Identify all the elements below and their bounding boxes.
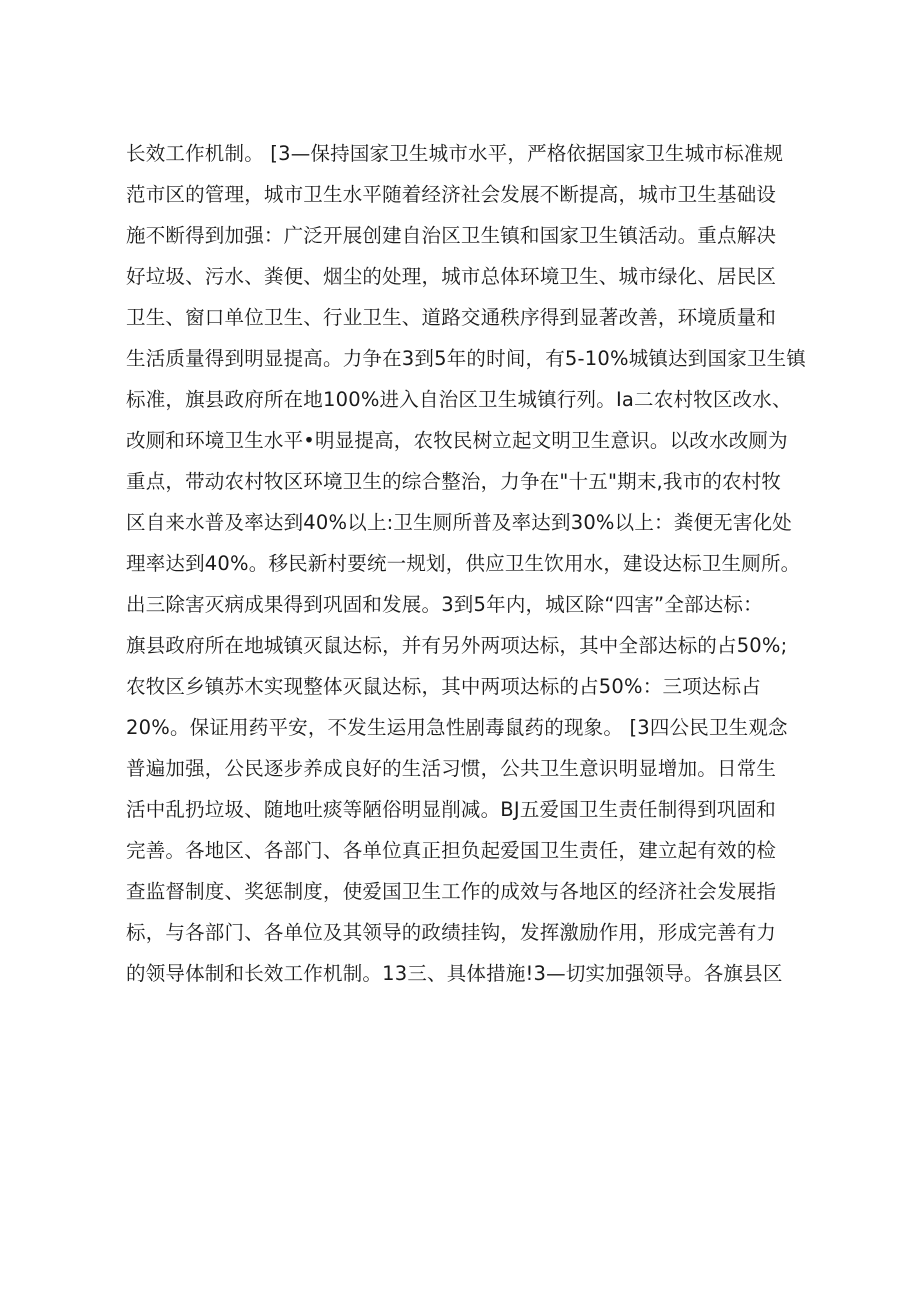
text-line: 20%。保证用药平安，不发生运用急性剧毒鼠药的现象。 [3四公民卫生观念 [126,716,788,739]
text-line: 普遍加强，公民逐步养成良好的生活习惯，公共卫生意识明显增加。日常生 [126,757,777,780]
text-line: 改厕和环境卫生水平•明显提高，农牧民树立起文明卫生意识。以改水改厕为 [126,429,788,452]
text-line: 农牧区乡镇苏木实现整体灭鼠达标，其中两项达标的占50%：三项达标占 [126,675,761,698]
text-line: 好垃圾、污水、粪便、烟尘的处理，城市总体环境卫生、城市绿化、居民区 [126,265,777,288]
text-line: 区自来水普及率达到40%以上:卫生厕所普及率达到30%以上：粪便无害化处 [126,511,792,534]
text-line: 查监督制度、奖惩制度，使爱国卫生工作的成效与各地区的经济社会发展指 [126,880,777,903]
text-line: 出三除害灭病成果得到巩固和发展。3到5年内，城区除“四害”全部达标： [126,593,763,616]
text-line: 施不断得到加强：广泛开展创建自治区卫生镇和国家卫生镇活动。重点解决 [126,224,777,247]
text-line: 生活质量得到明显提高。力争在3到5年的时间，有5-10%城镇达到国家卫生镇 [126,347,806,370]
text-line: 重点，带动农村牧区环境卫生的综合整治，力争在"十五"期末,我市的农村牧 [126,470,782,493]
text-line: 旗县政府所在地城镇灭鼠达标，并有另外两项达标，其中全部达标的占50%; [126,634,788,657]
text-line: 范市区的管理，城市卫生水平随着经济社会发展不断提高，城市卫生基础设 [126,183,777,206]
text-line: 长效工作机制。 [3—保持国家卫生城市水平，严格依据国家卫生城市标准规 [126,142,784,165]
text-line: 活中乱扔垃圾、随地吐痰等陋俗明显削减。BJ五爱国卫生责任制得到巩固和 [126,798,776,821]
text-line: 标准，旗县政府所在地100%进入自治区卫生城镇行列。Ia二农村牧区改水、 [126,388,792,411]
body-text [126,133,806,994]
text-line: 标，与各部门、各单位及其领导的政绩挂钩，发挥激励作用，形成完善有力 [126,921,777,944]
text-line: 完善。各地区、各部门、各单位真正担负起爱国卫生责任，建立起有效的检 [126,839,777,862]
text-line: 理率达到40%。移民新村要统一规划，供应卫生饮用水，建设达标卫生厕所。 [126,552,801,575]
text-line: 的领导体制和长效工作机制。13三、具体措施!3—切实加强领导。各旗县区 [126,962,783,985]
text-line: 卫生、窗口单位卫生、行业卫生、道路交通秩序得到显著改善，环境质量和 [126,306,777,329]
